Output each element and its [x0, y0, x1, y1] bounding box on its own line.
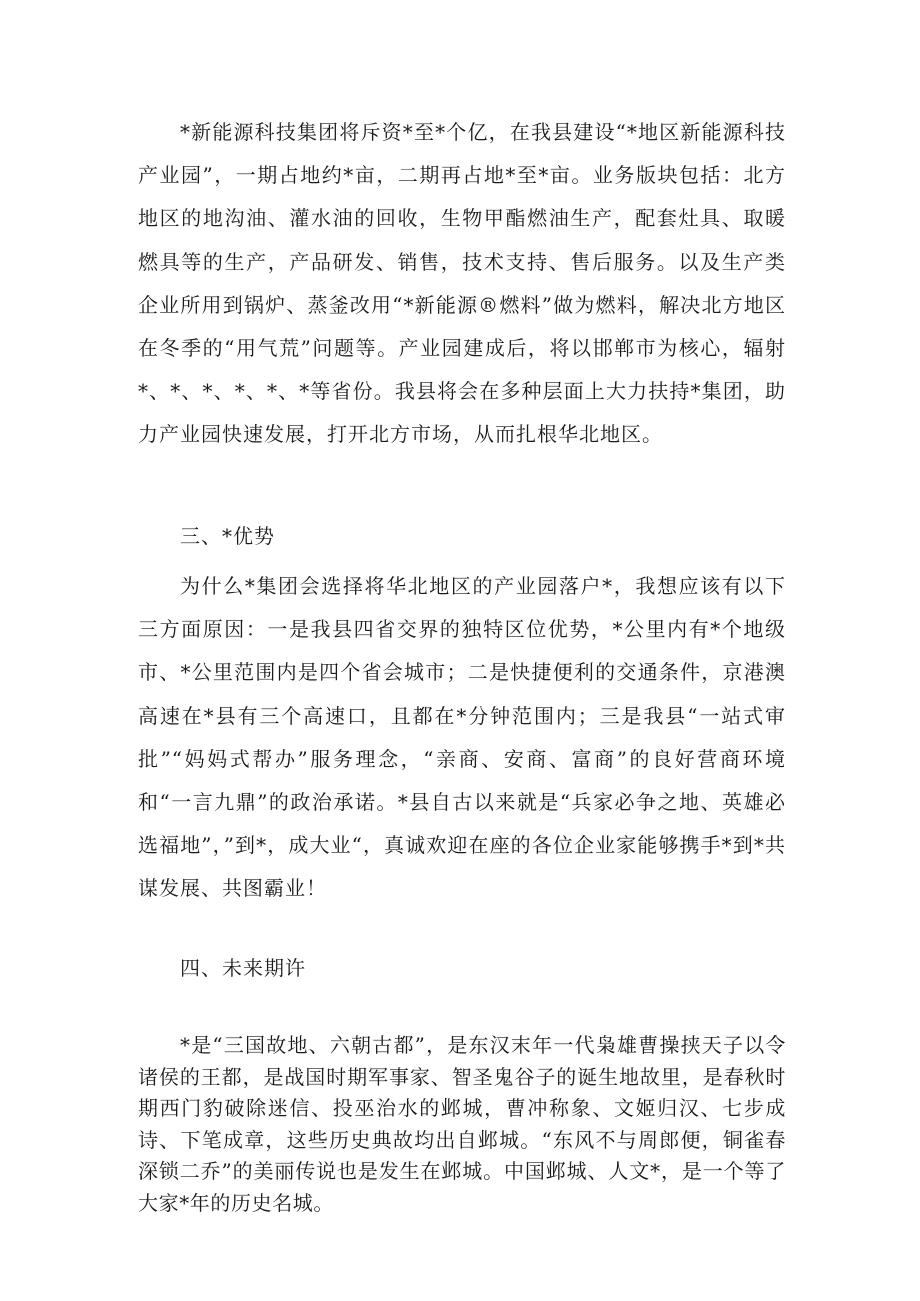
- paragraph-industrial-park: *新能源科技集团将斥资*至*个亿，在我县建设“*地区新能源科技产业园”，一期占地约*亩，二期再占地*至*亩。业务版块包括：北方地区的地沟油、灌水油的回收，生物甲酯燃油生产，配套灶具、取暖燃具等的生产，产品研发、销售，技术支持、售后服务。以及生产类企业所用到锅炉、蒸釜改用“*新能源®燃料”做为燃料，解决北方地区在冬季的“用气荒”问题等。产业园建成后，将以邯郸市为核心，辐射*、*、*、*、*、*等省份。我县将会在多种层面上大力扶持*集团，助力产业园快速发展，打开北方市场，从而扎根华北地区。: [138, 120, 786, 447]
- section-heading-future: 四、未来期许: [180, 956, 306, 980]
- paragraph-advantages: 为什么*集团会选择将华北地区的产业园落户*，我想应该有以下三方面原因：一是我县四省交界的独特区位优势，*公里内有*个地级市、*公里范围内是四个省会城市；二是快捷便利的交通条件，京港澳高速在*县有三个高速口，且都在*分钟范围内；三是我县“一站式审批”“妈妈式帮办”服务理念，“亲商、安商、富商”的良好营商环境和“一言九鼎”的政治承诺。*县自古以来就是“兵家必争之地、英雄必选福地”，”到*，成大业“，真诚欢迎在座的各位企业家能够携手*到*共谋发展、共图霸业！: [138, 574, 786, 901]
- paragraph-history: *是“三国故地、六朝古都”，是东汉末年一代枭雄曹操挟天子以令诸侯的王都，是战国时期军事家、智圣鬼谷子的诞生地故里，是春秋时期西门豹破除迷信、投巫治水的邺城，曹冲称象、文姬归汉、七步成诗、下笔成章，这些历史典故均出自邺城。“东风不与周郎便，铜雀春深锁二乔”的美丽传说也是发生在邺城。中国邺城、人文*，是一个等了大家*年的历史名城。: [138, 1033, 786, 1215]
- section-heading-advantages: 三、*优势: [180, 524, 275, 548]
